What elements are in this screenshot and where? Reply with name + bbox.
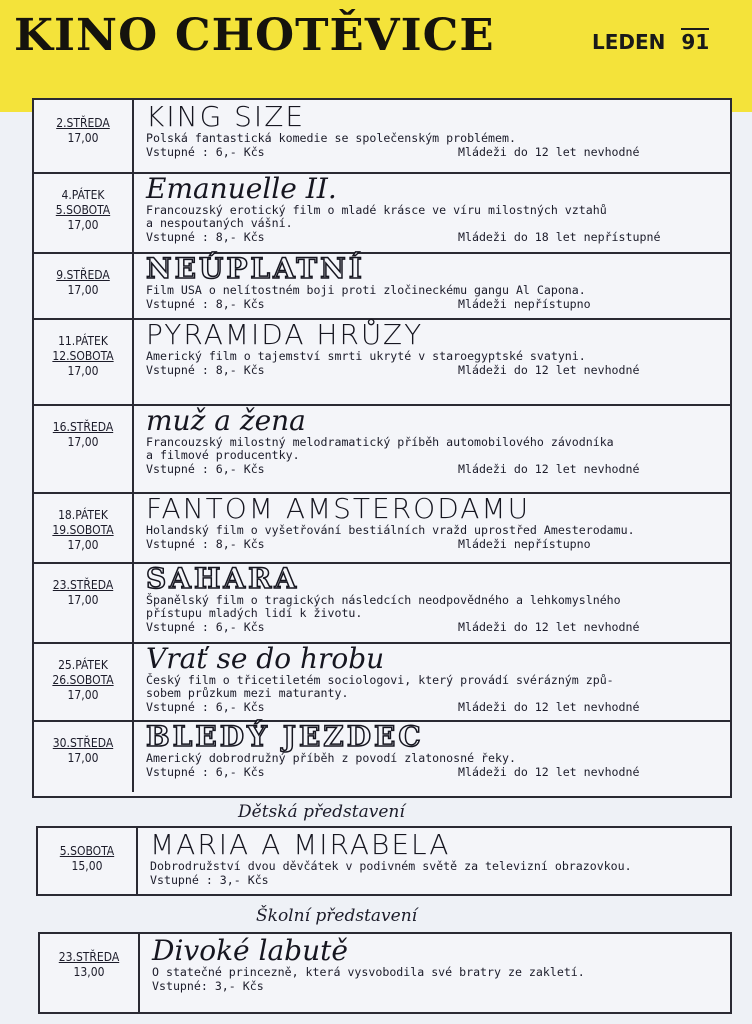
show-date: 5.SOBOTA [55, 203, 111, 217]
film-title: Vrať se do hrobu [146, 642, 385, 675]
film-admission-row [146, 230, 724, 244]
showtime-cell [40, 934, 140, 1012]
film-admission-row [146, 765, 724, 779]
school-table [38, 932, 732, 1014]
admission-price: Vstupné : 8,- Kčs [146, 363, 265, 377]
show-time: 17,00 [67, 688, 99, 702]
show-date: 2.STŘEDA [56, 116, 110, 130]
film-info [152, 934, 724, 1012]
film-title: NEÚPLATNÍ [146, 252, 365, 285]
film-title: MARIA A MIRABELA [150, 828, 451, 861]
film-description: Americký dobrodružný příběh z povodí zlatonosné řeky. [146, 751, 516, 765]
header-banner [0, 0, 752, 112]
show-date: 5.SOBOTA [59, 844, 115, 858]
show-time: 17,00 [67, 593, 99, 607]
admission-price: Vstupné : 6,- Kčs [146, 620, 265, 634]
film-title: PYRAMIDA HRŮZY [146, 318, 424, 351]
admission-price: Vstupné : 8,- Kčs [146, 297, 265, 311]
film-description: Holandský film o vyšetřování bestiálních vražd uprostřed Amesterodamu. [146, 523, 635, 537]
film-admission-row [146, 363, 724, 377]
admission-price: Vstupné : 6,- Kčs [146, 700, 265, 714]
age-restriction: Mládeži do 12 let nevhodné [458, 620, 640, 634]
film-title: SAHARA [146, 562, 300, 595]
age-restriction: Mládeži do 12 let nevhodné [458, 145, 640, 159]
age-restriction: Mládeži do 12 let nevhodné [458, 765, 640, 779]
show-date: 16.STŘEDA [52, 420, 114, 434]
admission-price: Vstupné : 8,- Kčs [146, 537, 265, 551]
admission-price: Vstupné : 6,- Kčs [146, 765, 265, 779]
showtime-cell [34, 720, 134, 792]
film-row [34, 100, 730, 174]
admission-price: Vstupné : 6,- Kčs [146, 145, 265, 159]
film-description: Film USA o nelítostném boji proti zločineckému gangu Al Capona. [146, 283, 586, 297]
film-row [34, 642, 730, 722]
show-date: 11.PÁTEK [58, 334, 108, 348]
show-time: 17,00 [67, 364, 99, 378]
show-time: 17,00 [67, 751, 99, 765]
year-label: 91 [681, 30, 710, 54]
film-row [34, 172, 730, 254]
film-row [34, 562, 730, 644]
film-row [38, 828, 730, 894]
film-title: muž a žena [146, 404, 306, 437]
show-date: 4.PÁTEK [61, 188, 105, 202]
film-info [146, 100, 724, 172]
film-info [146, 720, 724, 792]
children-table [36, 826, 732, 896]
show-time: 17,00 [67, 283, 99, 297]
show-time: 13,00 [73, 965, 105, 979]
showtime-cell [34, 252, 134, 318]
school-section-label: Školní představení [256, 906, 418, 926]
film-row [34, 720, 730, 792]
film-info [146, 562, 724, 642]
film-description: Český film o třicetiletém sociologovi, který provádí svérázným způ- sobem průzkum mezi maturanty. [146, 673, 614, 700]
film-description: O statečné princezně, která vysvobodila své bratry ze zakletí. [152, 965, 585, 979]
film-admission-row [146, 620, 724, 634]
show-time: 15,00 [71, 859, 103, 873]
month-label [592, 30, 709, 54]
showtime-cell [34, 642, 134, 720]
film-title: FANTOM AMSTERODAMU [146, 492, 531, 525]
show-date: 18.PÁTEK [58, 508, 108, 522]
show-date: 12.SOBOTA [52, 349, 114, 363]
film-row [34, 252, 730, 320]
age-restriction: Mládeži do 12 let nevhodné [458, 363, 640, 377]
show-date: 25.PÁTEK [58, 658, 108, 672]
show-time: 17,00 [67, 218, 99, 232]
show-time: 17,00 [67, 435, 99, 449]
film-admission-row [146, 462, 724, 476]
film-admission-row [146, 145, 724, 159]
age-restriction: Mládeži do 12 let nevhodné [458, 700, 640, 714]
admission-price: Vstupné : 3,- Kčs [150, 873, 269, 887]
age-restriction: Mládeži nepřístupno [458, 297, 591, 311]
film-row [34, 404, 730, 494]
film-admission-row [152, 979, 724, 993]
admission-price: Vstupné : 8,- Kčs [146, 230, 265, 244]
film-admission-row [146, 700, 724, 714]
film-description: Francouzský milostný melodramatický příběh automobilového závodníka a filmové producentky. [146, 435, 614, 462]
show-date: 23.STŘEDA [52, 578, 114, 592]
showtime-cell [34, 100, 134, 172]
film-title: KING SIZE [146, 100, 306, 133]
film-info [150, 828, 724, 894]
age-restriction: Mládeži do 12 let nevhodné [458, 462, 640, 476]
film-description: Americký film o tajemství smrti ukryté v staroegyptské svatyni. [146, 349, 586, 363]
admission-price: Vstupné : 6,- Kčs [146, 462, 265, 476]
showtime-cell [34, 172, 134, 252]
film-info [146, 404, 724, 492]
showtime-cell [34, 562, 134, 642]
show-date: 23.STŘEDA [58, 950, 120, 964]
showtime-cell [34, 492, 134, 562]
show-date: 26.SOBOTA [52, 673, 114, 687]
programme-table [32, 98, 732, 798]
film-row [34, 492, 730, 564]
film-admission-row [150, 873, 724, 887]
film-row [34, 318, 730, 406]
age-restriction: Mládeži nepřístupno [458, 537, 591, 551]
film-description: Španělský film o tragických následcích neodpovědného a lehkomyslného přístupu mladých lidí k životu. [146, 593, 621, 620]
film-info [146, 252, 724, 318]
admission-price: Vstupné: 3,- Kčs [152, 979, 264, 993]
showtime-cell [38, 828, 138, 894]
film-info [146, 172, 724, 252]
showtime-cell [34, 404, 134, 492]
age-restriction: Mládeži do 18 let nepřístupné [458, 230, 661, 244]
film-admission-row [146, 537, 724, 551]
film-description: Francouzský erotický film o mladé krásce ve víru milostných vztahů a nespoutaných vášní. [146, 203, 607, 230]
show-date: 9.STŘEDA [56, 268, 110, 282]
showtime-cell [34, 318, 134, 404]
film-row [40, 934, 730, 1012]
film-title: Divoké labutě [152, 934, 348, 967]
film-title: Emanuelle II. [146, 172, 337, 205]
film-info [146, 318, 724, 404]
cinema-title: KINO CHOTĚVICE [14, 10, 495, 61]
film-info [146, 492, 724, 562]
children-section-label: Dětská představení [238, 802, 405, 822]
film-title: BLEDÝ JEZDEC [146, 720, 424, 753]
film-description: Dobrodružství dvou děvčátek v podivném světě za televizní obrazovkou. [150, 859, 632, 873]
show-time: 17,00 [67, 538, 99, 552]
film-info [146, 642, 724, 720]
month-name: LEDEN [592, 30, 666, 54]
show-time: 17,00 [67, 131, 99, 145]
film-admission-row [146, 297, 724, 311]
show-date: 19.SOBOTA [52, 523, 114, 537]
show-date: 30.STŘEDA [52, 736, 114, 750]
film-description: Polská fantastická komedie se společenským problémem. [146, 131, 516, 145]
